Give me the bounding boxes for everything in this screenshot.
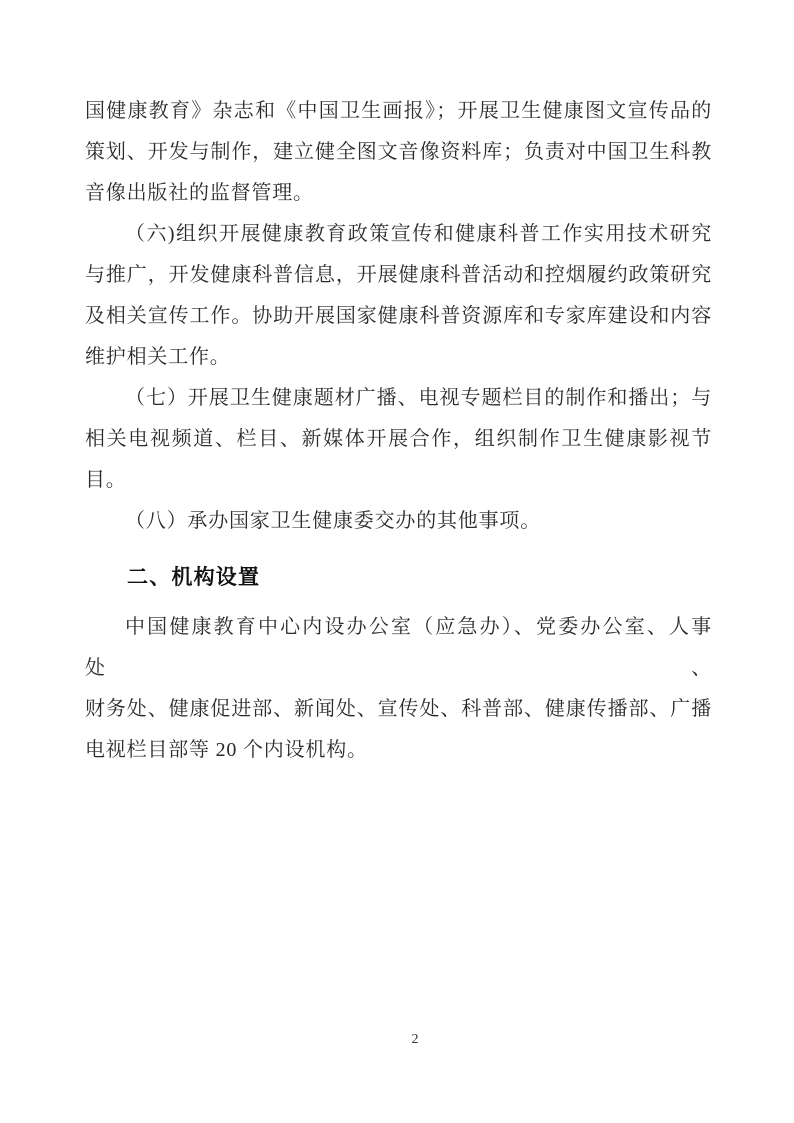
paragraph-line: （七）开展卫生健康题材广播、电视专题栏目的制作和播出；与 [125, 387, 712, 409]
page-number: 2 [411, 1032, 419, 1047]
paragraph-line: 财务处、健康促进部、新闻处、宣传处、科普部、健康传播部、广播 [85, 698, 712, 720]
paragraph-line: 音像出版社的监督管理。 [85, 182, 314, 204]
paragraph-line: 策划、开发与制作，建立健全图文音像资料库；负责对中国卫生科教 [85, 141, 712, 163]
paragraph-line: 电视栏目部等 20 个内设机构。 [85, 739, 368, 761]
paragraph-line: （八）承办国家卫生健康委交办的其他事项。 [125, 510, 541, 532]
paragraph-line: 国健康教育》杂志和《中国卫生画报》；开展卫生健康图文宣传品的 [85, 100, 712, 122]
paragraph-line: 维护相关工作。 [85, 346, 231, 368]
page-footer [36, 1030, 794, 1048]
document-body [85, 91, 712, 771]
paragraph-line: （六)组织开展健康教育政策宣传和健康科普工作实用技术研究 [125, 223, 712, 245]
paragraph-line: 及相关宣传工作。协助开展国家健康科普资源库和专家库建设和内容 [85, 305, 712, 327]
paragraph-line: 与推广，开发健康科普信息，开展健康科普活动和控烟履约政策研究 [85, 264, 712, 286]
section-heading: 二、机构设置 [127, 566, 261, 589]
paragraph-line: 相关电视频道、栏目、新媒体开展合作，组织制作卫生健康影视节目。 [85, 428, 712, 491]
paragraph-line: 中国健康教育中心内设办公室（应急办）、党委办公室、人事处、 [85, 616, 712, 679]
